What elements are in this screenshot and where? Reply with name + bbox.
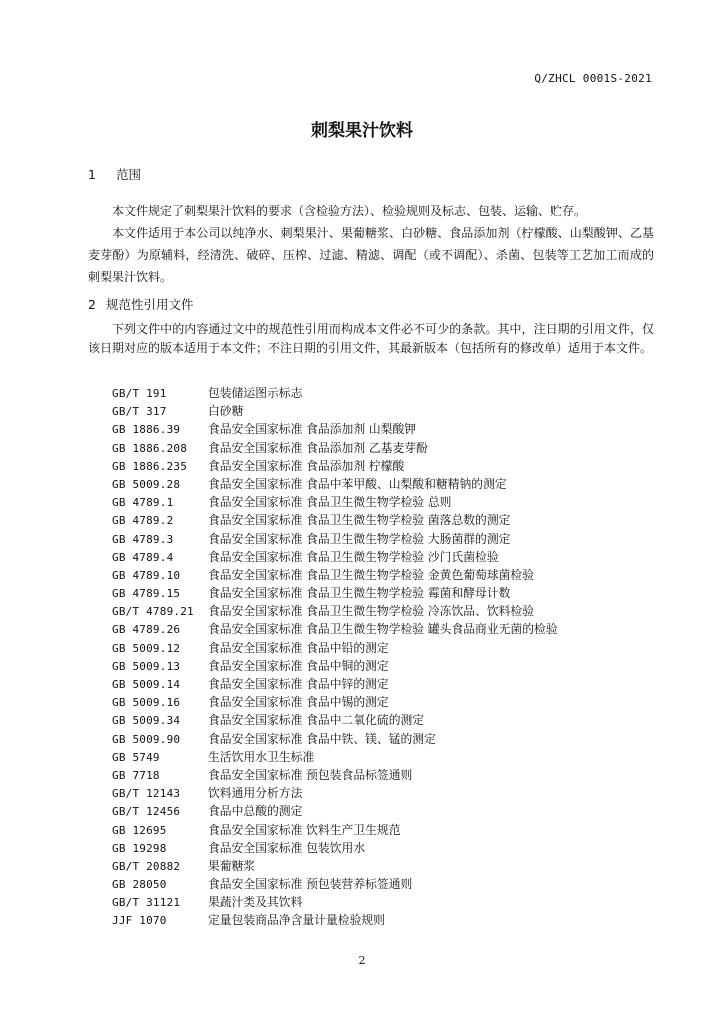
reference-item [112,857,558,875]
reference-item [112,402,558,420]
reference-code: GB/T 317 [112,405,167,419]
section-1-heading [88,165,141,183]
reference-code: GB 1886.208 [112,441,188,455]
reference-title: 食品安全国家标准 食品中二氧化硫的测定 [208,713,425,728]
reference-item [112,475,558,493]
section-2-title: 规范性引用文件 [106,297,194,312]
reference-item [112,384,558,402]
reference-code: GB 4789.2 [112,514,174,528]
reference-title: 果葡糖浆 [208,858,256,873]
reference-code: GB 1886.39 [112,423,181,437]
reference-title: 食品安全国家标准 食品卫生微生物学检验 冷冻饮品、饮料检验 [208,604,535,619]
section-1-paragraph-2: 本文件适用于本公司以纯净水、刺梨果汁、果葡糖浆、白砂糖、食品添加剂（柠檬酸、山梨酸钾、乙基麦芽酚）为原辅料，经清洗、破碎、压榨、过滤、精滤、调配（或不调配）、杀菌、包装等工艺加工而成的刺梨果汁饮料。 [88,226,654,284]
document-title: 刺梨果汁饮料 [311,121,413,141]
reference-code: GB 5009.13 [112,659,181,673]
reference-item [112,602,558,620]
reference-code: GB 5009.16 [112,696,181,710]
reference-code: GB 7718 [112,768,160,782]
section-2-intro: 下列文件中的内容通过文中的规范性引用而构成本文件必不可少的条款。其中，注日期的引用文件，仅该日期对应的版本适用于本文件；不注日期的引用文件，其最新版本（包括所有的修改单）适用于本文件。 [88,322,654,355]
reference-title: 食品安全国家标准 预包装营养标签通则 [208,877,413,892]
reference-code: GB 19298 [112,841,167,855]
reference-code: GB/T 20882 [112,859,181,873]
reference-title: 食品安全国家标准 预包装食品标签通则 [208,767,413,782]
reference-code: GB 1886.235 [112,459,188,473]
reference-title: 食品安全国家标准 饮料生产卫生规范 [208,822,401,837]
reference-item [112,530,558,548]
reference-code: GB 5009.90 [112,732,181,746]
reference-item [112,439,558,457]
reference-title: 食品安全国家标准 食品添加剂 山梨酸钾 [208,422,417,437]
reference-title: 食品安全国家标准 食品中铜的测定 [208,658,389,673]
reference-item [112,821,558,839]
reference-item [112,748,558,766]
reference-title: 食品安全国家标准 食品中锌的测定 [208,677,389,691]
reference-code: GB 12695 [112,823,167,837]
reference-item [112,657,558,675]
reference-title: 食品安全国家标准 食品中铁、镁、锰的测定 [208,731,436,746]
reference-item [112,420,558,438]
reference-item [112,493,558,511]
reference-code: GB/T 4789.21 [112,605,194,619]
reference-title: 食品安全国家标准 包装饮用水 [208,840,366,855]
reference-item [112,457,558,475]
reference-code: GB 4789.4 [112,550,174,564]
reference-code: GB 4789.1 [112,496,174,510]
reference-title: 食品安全国家标准 食品卫生微生物学检验 总则 [208,495,452,510]
reference-title: 食品安全国家标准 食品卫生微生物学检验 沙门氏菌检验 [208,549,499,564]
reference-title: 定量包装商品净含量计量检验规则 [208,913,385,928]
reference-code: GB 5009.14 [112,678,181,691]
reference-item [112,693,558,711]
reference-title: 生活饮用水卫生标准 [208,749,315,764]
section-1-paragraph-1: 本文件规定了刺梨果汁饮料的要求（含检验方法）、检验规则及标志、包装、运输、贮存。 [112,204,587,218]
reference-title: 食品安全国家标准 食品卫生微生物学检验 金黄色葡萄球菌检验 [208,567,535,582]
reference-item [112,511,558,529]
reference-item [112,875,558,893]
reference-code: GB 4789.26 [112,623,181,637]
reference-title: 食品中总酸的测定 [208,804,303,819]
reference-item [112,639,558,657]
section-1-title: 范围 [116,167,142,182]
reference-code: GB/T 191 [112,387,167,400]
reference-item [112,620,558,638]
reference-item [112,584,558,602]
reference-item [112,802,558,820]
reference-code: GB 5009.28 [112,477,181,491]
reference-title: 食品安全国家标准 食品添加剂 柠檬酸 [208,458,405,473]
reference-item [112,911,558,929]
reference-title: 食品安全国家标准 食品卫生微生物学检验 罐头食品商业无菌的检验 [208,622,558,637]
reference-title: 包装储运图示标志 [208,386,303,400]
section-1-number: 1 [88,167,96,182]
reference-title: 食品安全国家标准 食品添加剂 乙基麦芽酚 [208,440,428,455]
reference-code: GB 4789.15 [112,587,181,601]
section-2-number: 2 [88,297,96,312]
reference-item [112,566,558,584]
reference-code: GB/T 12456 [112,805,181,819]
reference-title: 食品安全国家标准 食品卫生微生物学检验 菌落总数的测定 [208,513,511,528]
reference-item [112,548,558,566]
reference-code: GB 5009.12 [112,641,181,655]
reference-code: GB/T 12143 [112,787,181,801]
reference-title: 食品安全国家标准 食品中锡的测定 [208,695,389,710]
reference-list [112,384,558,930]
page-number: 2 [358,954,366,967]
reference-item [112,784,558,802]
reference-code: GB 28050 [112,878,167,892]
reference-title: 饮料通用分析方法 [208,786,303,801]
reference-title: 白砂糖 [208,404,244,419]
reference-item [112,675,558,693]
reference-code: GB 4789.10 [112,568,181,582]
reference-title: 食品安全国家标准 食品中苯甲酸、山梨酸和糖精钠的测定 [208,476,507,491]
reference-item [112,730,558,748]
reference-code: GB/T 31121 [112,896,181,910]
reference-item [112,839,558,857]
reference-item [112,711,558,729]
reference-code: GB 4789.3 [112,532,174,546]
reference-title: 食品安全国家标准 食品卫生微生物学检验 大肠菌群的测定 [208,531,511,546]
reference-item [112,893,558,911]
reference-item [112,766,558,784]
reference-title: 食品安全国家标准 食品中铅的测定 [208,640,389,655]
document-code: Q/ZHCL 0001S-2021 [534,72,652,85]
section-2-heading [88,295,194,313]
reference-title: 果蔬汁类及其饮料 [208,895,303,910]
reference-code: GB 5009.34 [112,714,181,728]
reference-title: 食品安全国家标准 食品卫生微生物学检验 霉菌和酵母计数 [208,586,511,601]
reference-code: JJF 1070 [112,914,167,928]
reference-code: GB 5749 [112,750,160,764]
